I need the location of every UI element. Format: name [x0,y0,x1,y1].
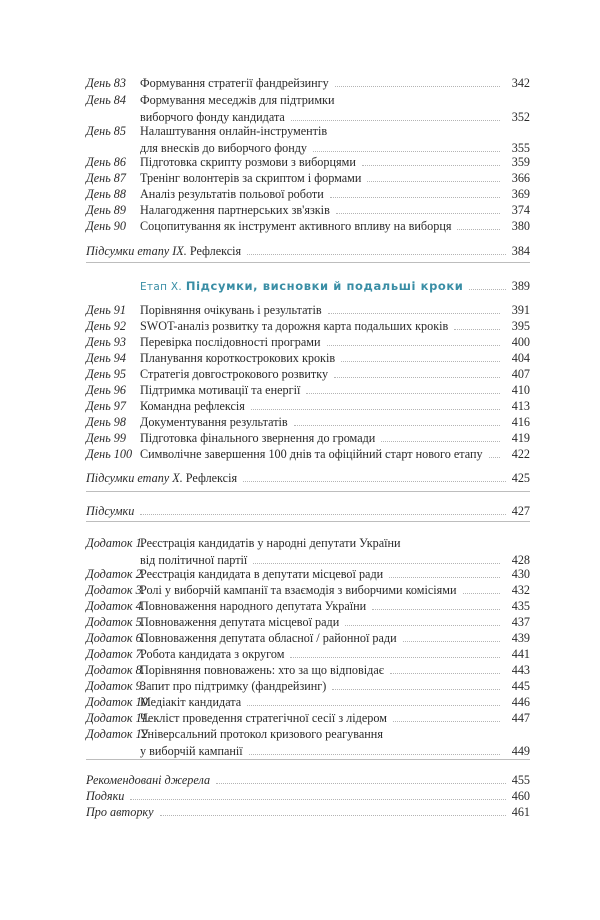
entry-title: Командна рефлексія [140,399,245,413]
toc-entry[interactable] [0,334,600,351]
entry-title: Формування стратегії фандрейзингу [140,76,329,90]
entry-number: Додаток 8. [86,663,145,677]
page-number: 359 [511,155,530,169]
entry-number: День 87 [86,171,126,185]
dot-leader [249,754,500,755]
toc-entry[interactable] [0,318,600,335]
dot-leader [463,593,500,594]
page-number: 374 [511,203,530,217]
entry-number: День 93 [86,335,126,349]
entry-title: Ролі у виборчій кампанії та взаємодія з виборчими комісіями [140,583,457,597]
page-number: 422 [511,447,530,461]
toc-entry[interactable] [0,646,600,663]
dot-leader [362,165,500,166]
dot-leader [291,120,500,121]
page-number: 369 [511,187,530,201]
dot-leader [389,577,500,578]
entry-number: День 89 [86,203,126,217]
toc-entry[interactable] [0,92,600,126]
page-number: 461 [511,805,530,819]
entry-number: День 88 [86,187,126,201]
entry-number: День 83 [86,76,126,90]
dot-leader [313,151,500,152]
stage-title [140,278,463,295]
toc-entry[interactable] [0,726,600,760]
entry-title: SWOT-аналіз розвитку та дорожня карта подальших кроків [140,319,449,333]
entry-title: Чекліст проведення стратегічної сесії з лідером [140,711,387,725]
toc-entry[interactable] [0,710,600,727]
toc-entry[interactable] [0,366,600,383]
entry-number: День 86 [86,155,126,169]
section-divider [86,491,530,492]
page-number: 445 [511,679,530,693]
toc-entry[interactable] [0,788,600,804]
toc-entry[interactable] [0,202,600,219]
entry-title-italic: Подяки [86,789,125,803]
entry-number: День 92 [86,319,126,333]
entry-title: Планування короткострокових кроків [140,351,336,365]
toc-entry[interactable] [0,804,600,820]
toc-entry[interactable] [0,170,600,187]
toc-entry[interactable] [0,382,600,399]
dot-leader [328,313,500,314]
entry-title [86,788,124,804]
dot-leader [327,345,500,346]
dot-leader [469,289,506,290]
page-number: 439 [511,631,530,645]
toc-entry[interactable] [0,535,600,569]
entry-title: Символічне завершення 100 днів та офіційний старт нового етапу [140,447,483,461]
toc-entry[interactable] [0,186,600,203]
dot-leader [130,799,506,800]
toc-entry[interactable] [0,566,600,583]
page-number: 355 [511,141,530,155]
entry-title: Медіакіт кандидата [140,695,242,709]
dot-leader [330,197,500,198]
dot-leader [345,625,500,626]
entry-title [86,243,241,259]
entry-title-rest: Рефлексія [182,471,238,485]
entry-title: Перевірка послідовності програми [140,335,321,349]
toc-entry[interactable] [0,772,600,788]
stage-label: Етап X. [140,281,183,293]
page-number: 425 [511,471,530,485]
entry-title: Тренінг волонтерів за скриптом і формами [140,171,362,185]
dot-leader [457,229,500,230]
entry-number: Додаток 1. [86,536,145,550]
page-number: 395 [511,319,530,333]
toc-entry[interactable] [0,243,600,259]
section-divider [86,521,530,522]
entry-number: День 98 [86,415,126,429]
entry-title: Документування результатів [140,415,288,429]
toc-entry[interactable] [0,630,600,647]
entry-title: Реєстрація кандидата в депутати місцевої ради [140,567,384,581]
toc-entry[interactable] [0,582,600,599]
entry-number: День 85 [86,124,126,138]
entry-number: Додаток 6. [86,631,145,645]
page-number: 427 [511,504,530,518]
toc-entry[interactable] [0,503,600,519]
dot-leader [253,563,500,564]
entry-title: Порівняння очікувань і результатів [140,303,322,317]
page-number: 404 [511,351,530,365]
toc-entry[interactable] [0,123,600,157]
entry-title [86,804,154,820]
entry-number: День 96 [86,383,126,397]
entry-number: День 84 [86,93,126,107]
entry-number: Додаток 5. [86,615,145,629]
dot-leader [247,254,506,255]
entry-number: День 99 [86,431,126,445]
dot-leader [243,481,506,482]
entry-title-italic: Підсумки етапу X. [86,471,183,485]
entry-title-italic: Рекомендовані джерела [86,773,211,787]
dot-leader [334,377,500,378]
entry-number: День 90 [86,219,126,233]
entry-title: Повноваження депутата обласної / районної ради [140,631,397,645]
stage-title-text: Підсумки, висновки й подальші кроки [185,279,464,293]
toc-entry[interactable] [0,414,600,431]
entry-title: Порівняння повноважень: хто за що відповідає [140,663,384,677]
entry-number: День 91 [86,303,126,317]
page-number: 391 [511,303,530,317]
entry-title: Повноваження народного депутата України [140,599,367,613]
page-number: 441 [511,647,530,661]
page-number: 352 [511,110,530,124]
entry-title: Запит про підтримку (фандрейзинг) [140,679,327,693]
entry-title: Підтримка мотивації та енергії [140,383,301,397]
entry-title: Реєстрація кандидатів у народні депутати України [140,536,401,550]
toc-entry[interactable] [0,678,600,695]
dot-leader [160,815,506,816]
toc-entry[interactable] [0,598,600,615]
dot-leader [216,783,506,784]
page-number: 443 [511,663,530,677]
section-divider [86,262,530,263]
entry-title-rest: Рефлексія [186,244,242,258]
entry-number: Додаток 10. [86,695,151,709]
page-number: 384 [511,244,530,258]
page-number: 389 [511,279,530,293]
dot-leader [367,181,500,182]
entry-title: Робота кандидата з округом [140,647,285,661]
page-number: 407 [511,367,530,381]
dot-leader [335,86,500,87]
page-number: 400 [511,335,530,349]
entry-title-italic: Підсумки [86,504,135,518]
entry-number: Додаток 12. [86,727,151,741]
dot-leader [294,425,500,426]
page-number: 416 [511,415,530,429]
dot-leader [306,393,500,394]
dot-leader [290,657,500,658]
page-number: 413 [511,399,530,413]
entry-title: Універсальний протокол кризового реагування [140,727,383,741]
dot-leader [332,689,500,690]
page-number: 447 [511,711,530,725]
entry-number: Додаток 11. [86,711,150,725]
entry-number: День 100 [86,447,133,461]
entry-title: Підготовка фінального звернення до громади [140,431,376,445]
page-number: 430 [511,567,530,581]
stage-heading[interactable] [0,278,600,294]
entry-title [86,470,237,486]
page-number: 435 [511,599,530,613]
page-number: 446 [511,695,530,709]
entry-number: Додаток 9. [86,679,145,693]
entry-number: День 97 [86,399,126,413]
toc-entry[interactable] [0,430,600,447]
entry-title-italic: Про авторку [86,805,154,819]
entry-number: День 95 [86,367,126,381]
toc-entry[interactable] [0,662,600,679]
entry-title: від політичної партії [140,553,248,567]
page-number: 419 [511,431,530,445]
page-number: 432 [511,583,530,597]
page-number: 449 [511,744,530,758]
page-number: 366 [511,171,530,185]
toc-entry[interactable] [0,154,600,171]
page-number: 455 [511,773,530,787]
toc-entry[interactable] [0,614,600,631]
dot-leader [341,361,500,362]
entry-number: Додаток 7. [86,647,145,661]
dot-leader [251,409,500,410]
dot-leader [140,514,506,515]
dot-leader [390,673,500,674]
toc-entry[interactable] [0,218,600,235]
toc-entry[interactable] [0,350,600,367]
page-number: 428 [511,553,530,567]
toc-entry[interactable] [0,470,600,486]
page-number: 342 [511,76,530,90]
entry-number: Додаток 2. [86,567,145,581]
page-number: 380 [511,219,530,233]
toc-entry[interactable] [0,75,600,92]
toc-entry[interactable] [0,446,600,463]
entry-title: виборчого фонду кандидата [140,110,285,124]
entry-title [86,503,134,519]
toc-entry[interactable] [0,302,600,319]
entry-title: Стратегія довгострокового розвитку [140,367,329,381]
entry-title: Формування меседжів для підтримки [140,93,335,107]
dot-leader [336,213,500,214]
page-number: 410 [511,383,530,397]
entry-title: Налагодження партнерських зв'язків [140,203,330,217]
entry-title [86,772,210,788]
entry-title: Налаштування онлайн-інструментів [140,124,328,138]
entry-number: Додаток 3. [86,583,145,597]
entry-title: Соцопитування як інструмент активного впливу на виборця [140,219,452,233]
entry-title-italic: Підсумки етапу IX. [86,244,187,258]
entry-title: Повноваження депутата місцевої ради [140,615,340,629]
entry-number: День 94 [86,351,126,365]
entry-number: Додаток 4. [86,599,145,613]
page-number: 437 [511,615,530,629]
entry-title: у виборчій кампанії [140,744,243,758]
toc-entry[interactable] [0,398,600,415]
dot-leader [454,329,500,330]
dot-leader [381,441,500,442]
entry-title: Аналіз результатів польової роботи [140,187,324,201]
dot-leader [372,609,500,610]
dot-leader [247,705,500,706]
dot-leader [489,457,500,458]
toc-entry[interactable] [0,694,600,711]
dot-leader [403,641,500,642]
page-number: 460 [511,789,530,803]
entry-title: Підготовка скрипту розмови з виборцями [140,155,356,169]
dot-leader [393,721,500,722]
entry-title: для внесків до виборчого фонду [140,141,308,155]
